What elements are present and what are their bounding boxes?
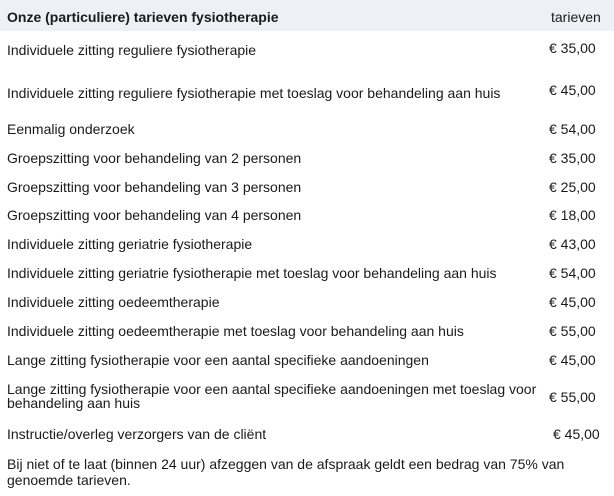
table-row-label: Individuele zitting oedeemtherapie [7, 294, 220, 310]
table-header [0, 0, 614, 31]
table-row-label: Lange zitting fysiotherapie voor een aantal specifieke aandoeningen [7, 352, 429, 368]
table-row-price: € 45,00 [549, 294, 596, 310]
table-row-price: € 45,00 [549, 82, 596, 98]
cancellation-footnote: Bij niet of te laat (binnen 24 uur) afzeggen van de afspraak geldt een bedrag van 75% van genoemde tarieven. [7, 456, 565, 488]
table-row-price: € 55,00 [549, 389, 596, 405]
table-row-label: Groepszitting voor behandeling van 2 personen [7, 150, 302, 166]
table-row-price: € 54,00 [549, 121, 596, 137]
table-row-label: Individuele zitting geriatrie fysiotherapie [7, 236, 253, 252]
table-row-label: Individuele zitting oedeemtherapie met toeslag voor behandeling aan huis [7, 323, 464, 339]
table-row-label: Individuele zitting geriatrie fysiotherapie met toeslag voor behandeling aan huis [7, 265, 497, 281]
table-row-label: Instructie/overleg verzorgers van de cliënt [7, 426, 267, 442]
table-row-price: € 25,00 [549, 179, 596, 195]
table-row-label: Individuele zitting reguliere fysiotherapie [7, 42, 257, 58]
table-row-price: € 35,00 [549, 150, 596, 166]
table-row-price: € 43,00 [549, 236, 596, 252]
table-row-price: € 54,00 [549, 265, 596, 281]
price-column-header: tarieven [551, 9, 601, 25]
table-row-price: € 45,00 [553, 426, 600, 442]
table-row-price: € 45,00 [549, 352, 596, 368]
table-row-label: Eenmalig onderzoek [7, 121, 135, 137]
table-row-price: € 55,00 [549, 323, 596, 339]
table-row-label: Lange zitting fysiotherapie voor een aantal specifieke aandoeningen met toeslag voor behandeling aan huis [7, 381, 537, 411]
table-title: Onze (particuliere) tarieven fysiotherapie [7, 9, 279, 25]
table-row-price: € 18,00 [549, 207, 596, 223]
table-row-label: Individuele zitting reguliere fysiotherapie met toeslag voor behandeling aan huis [7, 85, 501, 101]
table-row-label: Groepszitting voor behandeling van 3 personen [7, 179, 302, 195]
table-row-label: Groepszitting voor behandeling van 4 personen [7, 207, 302, 223]
table-row-price: € 35,00 [549, 40, 596, 56]
